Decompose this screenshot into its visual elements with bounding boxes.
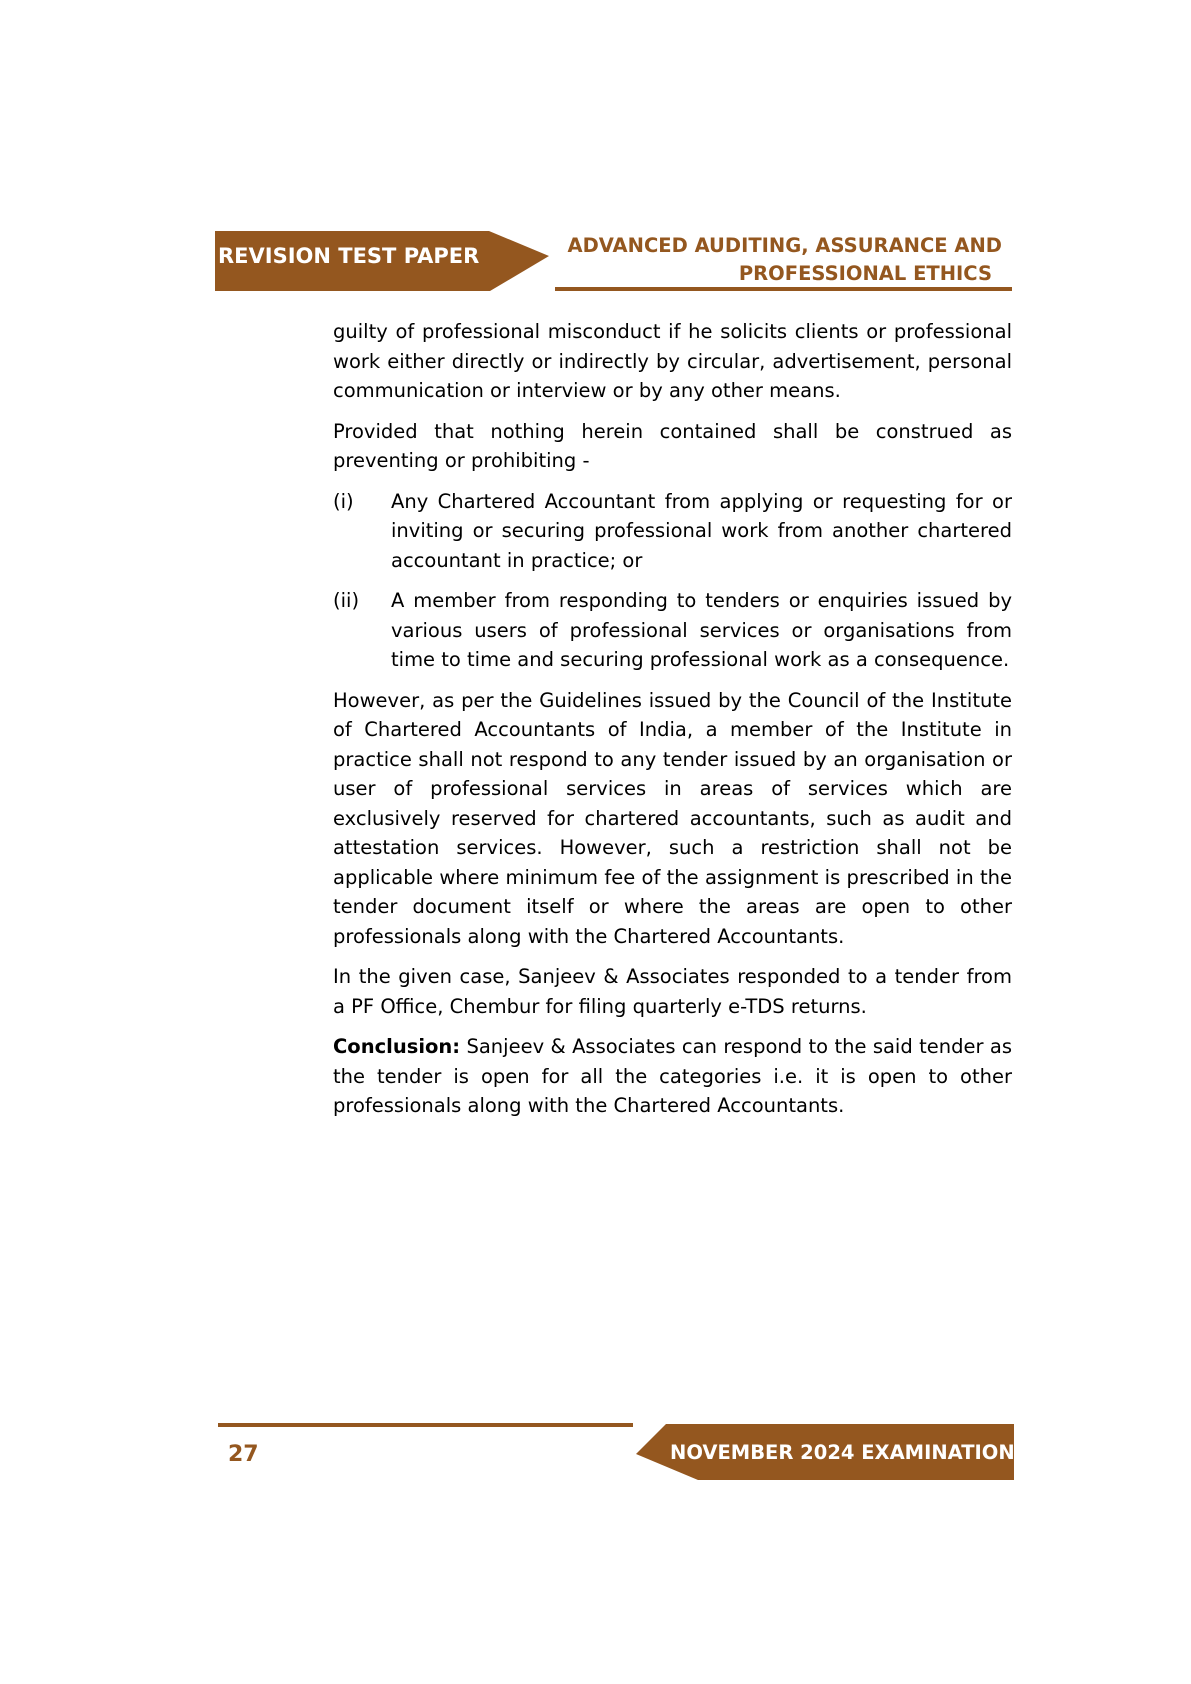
list-text: Any Chartered Accountant from applying or requesting for or inviting or securing professional work from another chartered accountant in practice; or [391, 489, 1012, 572]
header-rule [555, 287, 1012, 291]
list-item [333, 586, 1012, 675]
header-left-label: REVISION TEST PAPER [218, 244, 480, 268]
footer-exam-label: NOVEMBER 2024 EXAMINATION [670, 1441, 1015, 1464]
header-title-line1: ADVANCED AUDITING, ASSURANCE AND [567, 234, 1002, 257]
list-text: A member from responding to tenders or enquiries issued by various users of professional services or organisations from time to time and securing professional work as a consequence. [391, 589, 1012, 671]
paragraph: In the given case, Sanjeev & Associates responded to a tender from a PF Office, Chembur for filing quarterly e-TDS returns. [333, 965, 1012, 1018]
page-number: 27 [228, 1442, 259, 1467]
conclusion-label: Conclusion: [333, 1035, 461, 1058]
list-number: (i) [333, 489, 354, 513]
page-content [333, 317, 1012, 1132]
conclusion-text: Sanjeev & Associates can respond to the said tender as the tender is open for all the categories i.e. it is open to other professionals along with the Chartered Accountants. [333, 1035, 1012, 1117]
header-subject-title [542, 232, 1002, 288]
list-item [333, 487, 1012, 576]
list-number: (ii) [333, 589, 360, 612]
conclusion-paragraph [333, 1032, 1012, 1121]
footer-rule [218, 1423, 633, 1427]
paragraph: guilty of professional misconduct if he solicits clients or professional work either directly or indirectly by circular, advertisement, personal communication or interview or by any other means. [333, 320, 1012, 402]
paragraph: Provided that nothing herein contained shall be construed as preventing or prohibiting - [333, 419, 1012, 472]
paragraph: However, as per the Guidelines issued by the Council of the Institute of Chartered Accountants of India, a member of the Institute in practice shall not respond to any tender issued by an organisation or user of professional services in areas of services which are exclusively reserved for chartered accountants, such as audit and attestation services. However, such a restriction shall not be applicable where minimum fee of the assignment is prescribed in the tender document itself or where the areas are open to other professionals along with the Chartered Accountants. [333, 688, 1012, 948]
header-title-line2: PROFESSIONAL ETHICS [738, 262, 992, 285]
